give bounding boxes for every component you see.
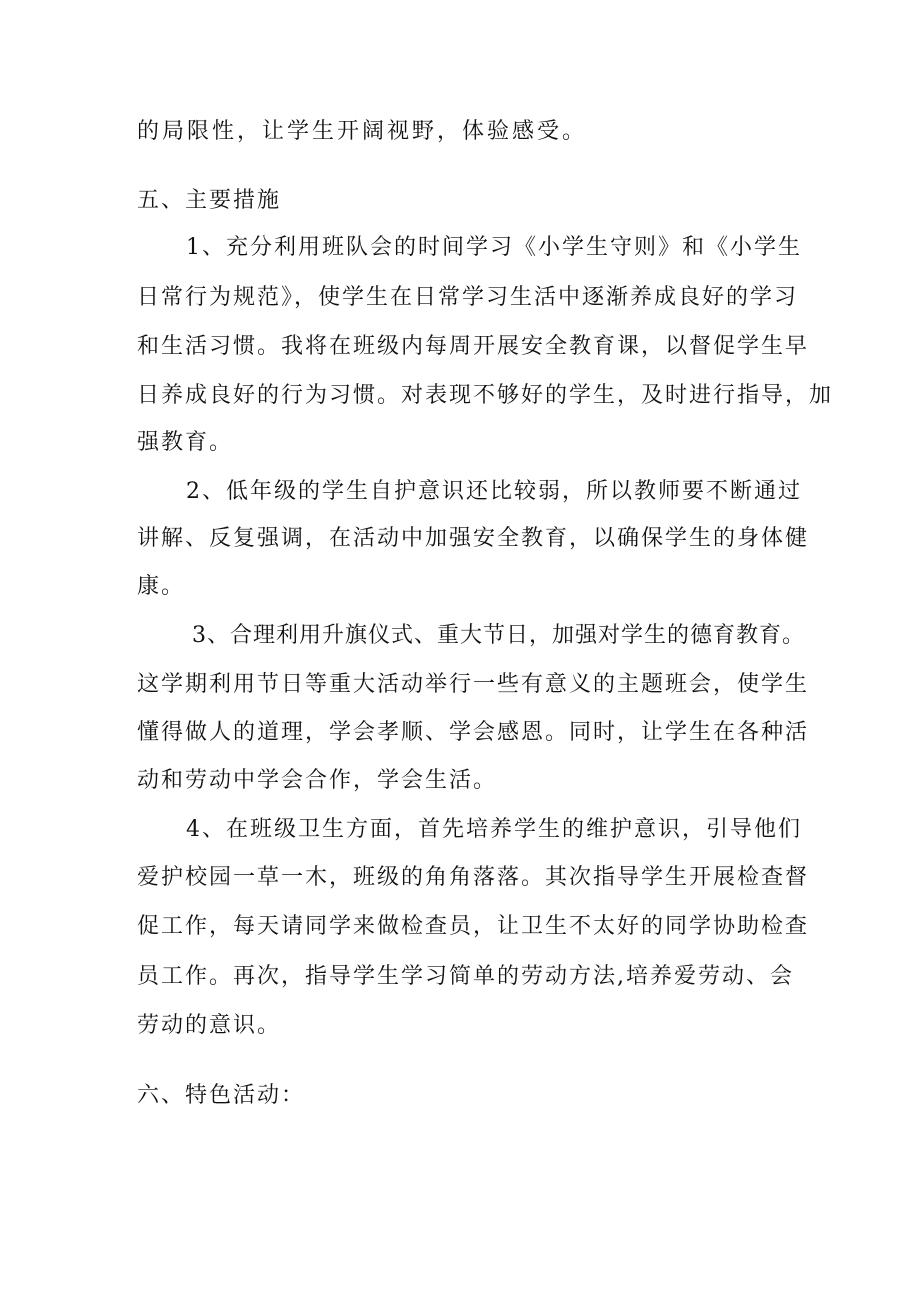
paragraph-line: 2、低年级的学生自护意识还比较弱，所以教师要不断通过: [186, 479, 802, 504]
paragraph-line: 1、充分利用班队会的时间学习《小学生守则》和《小学生: [186, 235, 802, 260]
paragraph-line: 4、在班级卫生方面，首先培养学生的维护意识，引导他们: [186, 817, 802, 842]
paragraph-line: 和生活习惯。我将在班级内每周开展安全教育课，以督促学生早: [137, 334, 810, 359]
section-heading: 五、主要措施: [137, 188, 282, 213]
paragraph-line: 动和劳动中学会合作，学会生活。: [137, 768, 498, 793]
paragraph-line: 这学期利用节日等重大活动举行一些有意义的主题班会，使学生: [137, 672, 810, 697]
paragraph-line: 日养成良好的行为习惯。对表现不够好的学生，及时进行指导，加: [137, 383, 834, 408]
paragraph-line: 的局限性，让学生开阔视野，体验感受。: [137, 119, 588, 144]
paragraph-line: 康。: [137, 574, 186, 599]
paragraph-line: 爱护校园一草一木，班级的角角落落。其次指导学生开展检查督: [137, 865, 810, 890]
paragraph-line: 懂得做人的道理，学会孝顺、学会感恩。同时，让学生在各种活: [137, 720, 810, 745]
section-heading: 六、特色活动：: [137, 1083, 306, 1108]
paragraph-line: 3、合理利用升旗仪式、重大节日，加强对学生的德育教育。: [192, 623, 805, 648]
paragraph-line: 强教育。: [137, 430, 234, 455]
paragraph-line: 促工作，每天请同学来做检查员，让卫生不太好的同学协助检查: [137, 914, 810, 939]
paragraph-line: 劳动的意识。: [137, 1013, 282, 1038]
paragraph-line: 日常行为规范》，使学生在日常学习生活中逐渐养成良好的学习: [137, 285, 799, 310]
paragraph-line: 讲解、反复强调，在活动中加强安全教育，以确保学生的身体健: [137, 526, 810, 551]
paragraph-line: 员工作。再次，指导学生学习简单的劳动方法,培养爱劳动、会: [137, 964, 794, 989]
